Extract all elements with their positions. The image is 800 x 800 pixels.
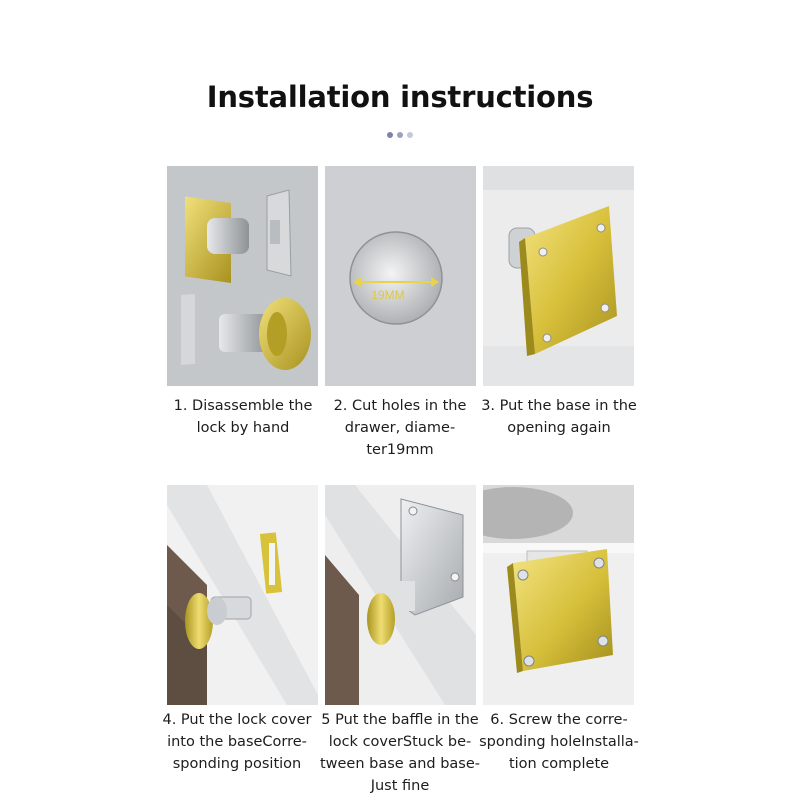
step-3-caption-line-1: 3. Put the base in the	[481, 398, 637, 414]
step-1-caption-line-1: 1. Disassemble the	[173, 398, 313, 414]
dot-3	[407, 132, 413, 138]
step-5-caption	[315, 709, 485, 797]
step-1-caption	[158, 395, 328, 439]
step-4-caption-line-2: into the baseCorre-	[167, 734, 307, 750]
step-4-image	[167, 485, 318, 705]
dot-2	[397, 132, 403, 138]
hole-diameter-label: 19MM	[371, 288, 405, 302]
step-2-caption-line-2: drawer, diame-	[344, 420, 456, 436]
step-5-image	[325, 485, 476, 705]
step-6-caption-line-3: tion complete	[508, 756, 610, 772]
step-3-caption-line-2: opening again	[507, 420, 611, 436]
step-5-caption-line-1: 5 Put the baffle in the	[321, 712, 479, 728]
step-4-caption-line-3: sponding position	[172, 756, 302, 772]
step-4-caption-line-1: 4. Put the lock cover	[162, 712, 312, 728]
step-5-caption-line-3: tween base and base-	[319, 756, 481, 772]
step-2-image	[325, 166, 476, 386]
step-4-caption	[152, 709, 322, 775]
step-3-image	[483, 166, 634, 386]
step-2-caption	[315, 395, 485, 461]
dot-1	[387, 132, 393, 138]
step-6-image	[483, 485, 634, 705]
step-5-caption-line-4: Just fine	[370, 778, 430, 794]
step-2-caption-line-3: ter19mm	[366, 442, 434, 458]
step-3-caption	[474, 395, 644, 439]
step-6-caption-line-1: 6. Screw the corre-	[490, 712, 628, 728]
step-1-caption-line-2: lock by hand	[196, 420, 290, 436]
step-6-caption	[474, 709, 644, 775]
step-2-caption-line-1: 2. Cut holes in the	[333, 398, 467, 414]
step-6-caption-line-2: sponding holeInstalla-	[479, 734, 639, 750]
page-title: Installation instructions	[206, 80, 594, 114]
pagination-dots	[387, 132, 413, 138]
step-1-image	[167, 166, 318, 386]
step-5-caption-line-2: lock coverStuck be-	[328, 734, 472, 750]
